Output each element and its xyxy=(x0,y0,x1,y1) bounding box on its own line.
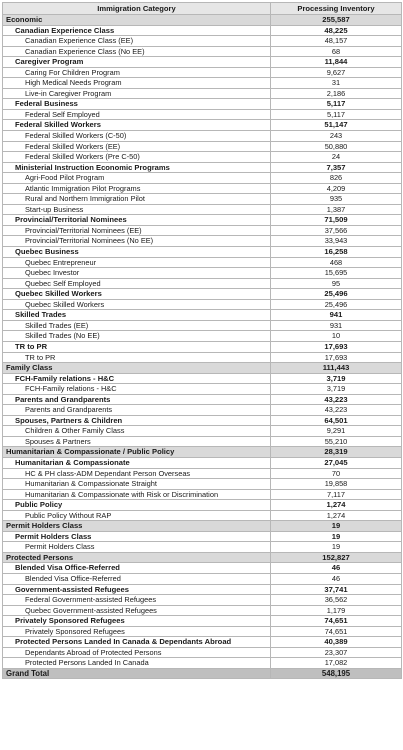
category-label: Caring For Children Program xyxy=(3,67,271,78)
program-row xyxy=(3,278,402,289)
inventory-value: 16,258 xyxy=(271,247,402,258)
inventory-value: 3,719 xyxy=(271,384,402,395)
category-label: Ministerial Instruction Economic Programs xyxy=(3,162,271,173)
category-row xyxy=(3,363,402,374)
inventory-value: 152,827 xyxy=(271,552,402,563)
category-label: Live-in Caregiver Program xyxy=(3,88,271,99)
inventory-value: 1,274 xyxy=(271,500,402,511)
category-label: Federal Skilled Workers xyxy=(3,120,271,131)
subcategory-row xyxy=(3,215,402,226)
table-body xyxy=(3,15,402,679)
inventory-value: 74,651 xyxy=(271,616,402,627)
category-label: Quebec Government-assisted Refugees xyxy=(3,605,271,616)
inventory-value: 2,186 xyxy=(271,88,402,99)
inventory-value: 51,147 xyxy=(271,120,402,131)
program-row xyxy=(3,46,402,57)
category-label: Skilled Trades (No EE) xyxy=(3,331,271,342)
program-row xyxy=(3,131,402,142)
inventory-value: 19 xyxy=(271,542,402,553)
program-row xyxy=(3,152,402,163)
category-label: Government-assisted Refugees xyxy=(3,584,271,595)
category-label: Quebec Skilled Workers xyxy=(3,289,271,300)
program-row xyxy=(3,331,402,342)
subcategory-row xyxy=(3,57,402,68)
program-row xyxy=(3,426,402,437)
inventory-value: 15,695 xyxy=(271,268,402,279)
inventory-value: 255,587 xyxy=(271,15,402,26)
inventory-value: 33,943 xyxy=(271,236,402,247)
subcategory-row xyxy=(3,584,402,595)
inventory-value: 5,117 xyxy=(271,109,402,120)
inventory-value: 941 xyxy=(271,310,402,321)
inventory-value: 9,291 xyxy=(271,426,402,437)
category-label: Blended Visa Office-Referred xyxy=(3,563,271,574)
program-row xyxy=(3,658,402,669)
subcategory-row xyxy=(3,310,402,321)
category-label: Family Class xyxy=(3,363,271,374)
category-row xyxy=(3,552,402,563)
category-label: High Medical Needs Program xyxy=(3,78,271,89)
program-row xyxy=(3,109,402,120)
inventory-value: 111,443 xyxy=(271,363,402,374)
inventory-value: 935 xyxy=(271,194,402,205)
subcategory-row xyxy=(3,394,402,405)
inventory-value: 1,179 xyxy=(271,605,402,616)
inventory-value: 17,082 xyxy=(271,658,402,669)
inventory-value: 1,387 xyxy=(271,204,402,215)
category-label: Federal Business xyxy=(3,99,271,110)
inventory-value: 27,045 xyxy=(271,457,402,468)
subcategory-row xyxy=(3,247,402,258)
category-label: Grand Total xyxy=(3,668,271,679)
inventory-value: 70 xyxy=(271,468,402,479)
program-row xyxy=(3,573,402,584)
header-immigration-category: Immigration Category xyxy=(3,3,271,15)
program-row xyxy=(3,36,402,47)
program-row xyxy=(3,225,402,236)
program-row xyxy=(3,236,402,247)
category-label: Canadian Experience Class xyxy=(3,25,271,36)
subcategory-row xyxy=(3,616,402,627)
program-row xyxy=(3,647,402,658)
program-row xyxy=(3,194,402,205)
category-label: FCH-Family relations - H&C xyxy=(3,384,271,395)
inventory-value: 46 xyxy=(271,563,402,574)
category-label: Federal Skilled Workers (Pre C-50) xyxy=(3,152,271,163)
inventory-value: 243 xyxy=(271,131,402,142)
category-label: Permit Holders Class xyxy=(3,531,271,542)
subcategory-row xyxy=(3,120,402,131)
inventory-value: 36,562 xyxy=(271,595,402,606)
category-label: Permit Holders Class xyxy=(3,542,271,553)
category-label: Canadian Experience Class (EE) xyxy=(3,36,271,47)
subcategory-row xyxy=(3,563,402,574)
inventory-value: 40,389 xyxy=(271,637,402,648)
inventory-value: 71,509 xyxy=(271,215,402,226)
category-label: Quebec Entrepreneur xyxy=(3,257,271,268)
subcategory-row xyxy=(3,373,402,384)
inventory-value: 48,225 xyxy=(271,25,402,36)
category-label: Children & Other Family Class xyxy=(3,426,271,437)
category-label: Permit Holders Class xyxy=(3,521,271,532)
category-label: Quebec Self Employed xyxy=(3,278,271,289)
category-label: Public Policy xyxy=(3,500,271,511)
program-row xyxy=(3,88,402,99)
inventory-value: 548,195 xyxy=(271,668,402,679)
inventory-value: 55,210 xyxy=(271,436,402,447)
category-row xyxy=(3,521,402,532)
subcategory-row xyxy=(3,289,402,300)
table-header-row xyxy=(3,3,402,15)
category-label: Skilled Trades xyxy=(3,310,271,321)
program-row xyxy=(3,542,402,553)
category-label: Federal Skilled Workers (C-50) xyxy=(3,131,271,142)
processing-inventory-table xyxy=(2,2,402,679)
inventory-value: 17,693 xyxy=(271,341,402,352)
program-row xyxy=(3,384,402,395)
inventory-value: 468 xyxy=(271,257,402,268)
category-label: Spouses, Partners & Children xyxy=(3,415,271,426)
inventory-value: 24 xyxy=(271,152,402,163)
inventory-value: 25,496 xyxy=(271,299,402,310)
program-row xyxy=(3,405,402,416)
category-label: Provincial/Territorial Nominees (No EE) xyxy=(3,236,271,247)
program-row xyxy=(3,510,402,521)
category-label: Quebec Skilled Workers xyxy=(3,299,271,310)
program-row xyxy=(3,257,402,268)
inventory-value: 46 xyxy=(271,573,402,584)
inventory-value: 11,844 xyxy=(271,57,402,68)
inventory-value: 25,496 xyxy=(271,289,402,300)
inventory-table-container xyxy=(2,2,401,679)
subcategory-row xyxy=(3,500,402,511)
inventory-value: 3,719 xyxy=(271,373,402,384)
inventory-value: 48,157 xyxy=(271,36,402,47)
category-label: Skilled Trades (EE) xyxy=(3,320,271,331)
category-label: Provincial/Territorial Nominees xyxy=(3,215,271,226)
inventory-value: 31 xyxy=(271,78,402,89)
inventory-value: 74,651 xyxy=(271,626,402,637)
subcategory-row xyxy=(3,341,402,352)
category-label: Privately Sponsored Refugees xyxy=(3,626,271,637)
program-row xyxy=(3,183,402,194)
program-row xyxy=(3,204,402,215)
program-row xyxy=(3,78,402,89)
subcategory-row xyxy=(3,162,402,173)
inventory-value: 19,858 xyxy=(271,479,402,490)
inventory-value: 5,117 xyxy=(271,99,402,110)
subcategory-row xyxy=(3,457,402,468)
program-row xyxy=(3,489,402,500)
subcategory-row xyxy=(3,531,402,542)
inventory-value: 826 xyxy=(271,173,402,184)
category-label: Humanitarian & Compassionate Straight xyxy=(3,479,271,490)
category-label: Rural and Northern Immigration Pilot xyxy=(3,194,271,205)
category-label: Federal Self Employed xyxy=(3,109,271,120)
category-label: TR to PR xyxy=(3,352,271,363)
category-label: Agri-Food Pilot Program xyxy=(3,173,271,184)
program-row xyxy=(3,268,402,279)
program-row xyxy=(3,595,402,606)
subcategory-row xyxy=(3,637,402,648)
subcategory-row xyxy=(3,99,402,110)
category-label: Canadian Experience Class (No EE) xyxy=(3,46,271,57)
category-label: Quebec Business xyxy=(3,247,271,258)
program-row xyxy=(3,141,402,152)
category-label: Dependants Abroad of Protected Persons xyxy=(3,647,271,658)
category-label: Economic xyxy=(3,15,271,26)
inventory-value: 68 xyxy=(271,46,402,57)
inventory-value: 50,880 xyxy=(271,141,402,152)
category-label: Parents and Grandparents xyxy=(3,405,271,416)
category-label: Caregiver Program xyxy=(3,57,271,68)
inventory-value: 7,357 xyxy=(271,162,402,173)
category-label: Quebec Investor xyxy=(3,268,271,279)
category-label: Public Policy Without RAP xyxy=(3,510,271,521)
subcategory-row xyxy=(3,25,402,36)
program-row xyxy=(3,352,402,363)
category-label: Federal Government-assisted Refugees xyxy=(3,595,271,606)
category-label: Protected Persons Landed In Canada & Dependants Abroad xyxy=(3,637,271,648)
inventory-value: 43,223 xyxy=(271,394,402,405)
grand-total-row xyxy=(3,668,402,679)
inventory-value: 4,209 xyxy=(271,183,402,194)
inventory-value: 43,223 xyxy=(271,405,402,416)
category-label: Provincial/Territorial Nominees (EE) xyxy=(3,225,271,236)
program-row xyxy=(3,173,402,184)
program-row xyxy=(3,67,402,78)
category-label: Humanitarian & Compassionate with Risk or Discrimination xyxy=(3,489,271,500)
inventory-value: 9,627 xyxy=(271,67,402,78)
program-row xyxy=(3,605,402,616)
program-row xyxy=(3,320,402,331)
category-label: TR to PR xyxy=(3,341,271,352)
category-label: Protected Persons Landed In Canada xyxy=(3,658,271,669)
program-row xyxy=(3,468,402,479)
header-processing-inventory: Processing Inventory xyxy=(271,3,402,15)
category-label: Start-up Business xyxy=(3,204,271,215)
inventory-value: 19 xyxy=(271,531,402,542)
inventory-value: 37,741 xyxy=(271,584,402,595)
inventory-value: 931 xyxy=(271,320,402,331)
category-row xyxy=(3,15,402,26)
inventory-value: 23,307 xyxy=(271,647,402,658)
inventory-value: 10 xyxy=(271,331,402,342)
inventory-value: 1,274 xyxy=(271,510,402,521)
category-row xyxy=(3,447,402,458)
inventory-value: 28,319 xyxy=(271,447,402,458)
program-row xyxy=(3,626,402,637)
subcategory-row xyxy=(3,415,402,426)
category-label: Privately Sponsored Refugees xyxy=(3,616,271,627)
category-label: Blended Visa Office-Referred xyxy=(3,573,271,584)
category-label: Federal Skilled Workers (EE) xyxy=(3,141,271,152)
category-label: Spouses & Partners xyxy=(3,436,271,447)
category-label: Humanitarian & Compassionate xyxy=(3,457,271,468)
inventory-value: 37,566 xyxy=(271,225,402,236)
program-row xyxy=(3,299,402,310)
inventory-value: 19 xyxy=(271,521,402,532)
inventory-value: 17,693 xyxy=(271,352,402,363)
category-label: HC & PH class-ADM Dependant Person Overseas xyxy=(3,468,271,479)
program-row xyxy=(3,436,402,447)
category-label: FCH-Family relations - H&C xyxy=(3,373,271,384)
category-label: Parents and Grandparents xyxy=(3,394,271,405)
category-label: Atlantic Immigration Pilot Programs xyxy=(3,183,271,194)
inventory-value: 64,501 xyxy=(271,415,402,426)
inventory-value: 95 xyxy=(271,278,402,289)
inventory-value: 7,117 xyxy=(271,489,402,500)
category-label: Humanitarian & Compassionate / Public Policy xyxy=(3,447,271,458)
category-label: Protected Persons xyxy=(3,552,271,563)
program-row xyxy=(3,479,402,490)
